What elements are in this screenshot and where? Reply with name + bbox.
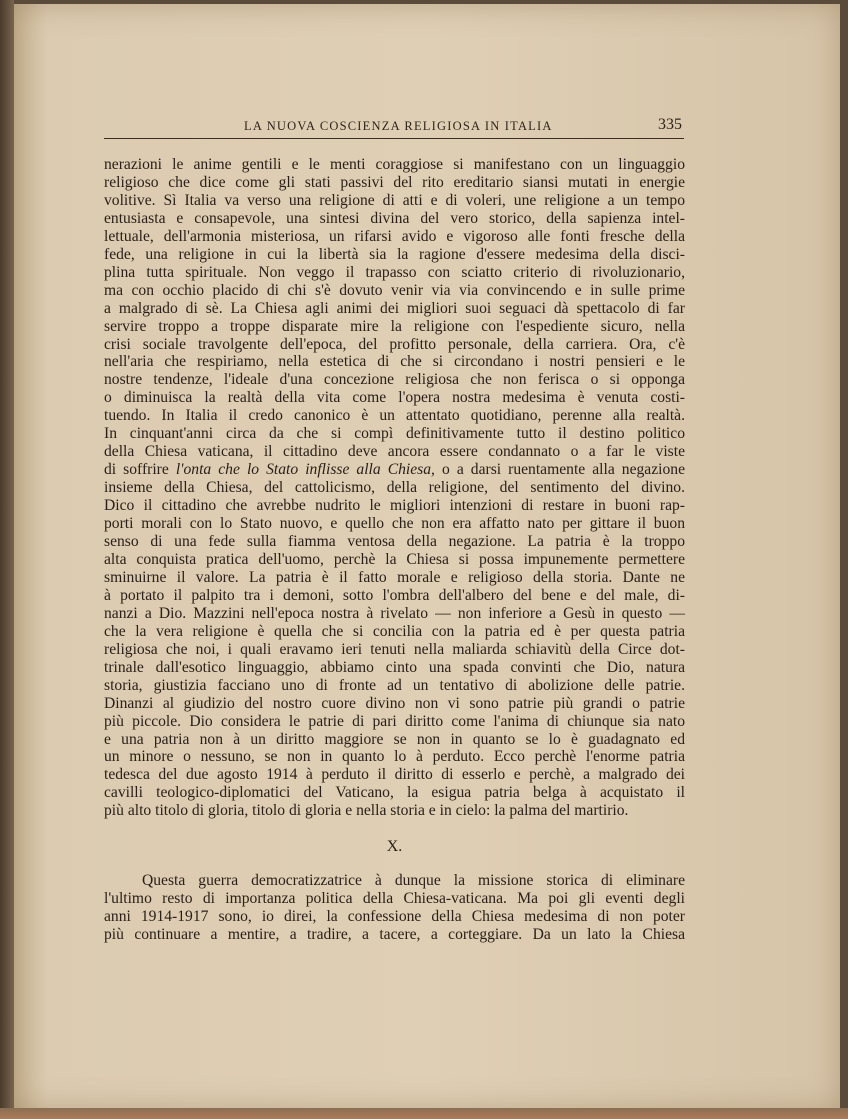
text-line: tedesca del due agosto 1914 à perduto il diritto di esserlo e perchè, a malgrado dei <box>104 766 685 784</box>
text-line: senso di una fede sulla fiamma ventosa della negazione. La patria è la troppo <box>104 533 685 551</box>
text-line: cavilli teologico-diplomatici del Vaticano, la esigua patria belga à acquistato il <box>104 784 685 802</box>
italic-line-before: di soffrire <box>104 461 176 479</box>
text-line: nerazioni le anime gentili e le menti coraggiose si manifestano con un linguaggio <box>104 156 685 173</box>
text-line: un minore o nessuno, se non in quanto lo à perduto. Ecco perchè l'enorme patria <box>104 748 685 766</box>
text-line: à portato il palpito tra i demoni, sotto l'ombra dell'albero del bene e del male, di- <box>104 586 685 604</box>
text-line: a malgrado di sè. La Chiesa agli animi dei migliori suoi seguaci dà spettacolo di far <box>104 299 685 317</box>
book-spine <box>0 0 14 1119</box>
text-line: volitive. Sì Italia va verso una religione di atti e di voleri, une religione a un tempo <box>104 191 685 209</box>
text-line: o diminuisca la realtà della vita come l'opera nostra medesima è venuta costi- <box>104 389 685 407</box>
text-line: religioso che dice come gli stati passivi del rito ereditario siansi mutati in energie <box>104 173 685 191</box>
running-head <box>104 116 684 139</box>
text-line: alta conquista pratica dell'uomo, perchè la Chiesa si possa impunemente permettere <box>104 550 685 568</box>
body-text <box>104 156 685 944</box>
text-line: insieme della Chiesa, del cattolicismo, della religione, del sentimento del divino. <box>104 479 685 497</box>
text-line: Dico il cittadino che avrebbe nudrito le migliori intenzioni di restare in buoni rap- <box>104 497 685 515</box>
text-line: lettuale, dell'armonia misteriosa, un rifarsi avido e vigoroso alle fonti fresche della <box>104 227 685 245</box>
text-line: della Chiesa vaticana, il cittadino deve ancora essere condannato o a far le viste <box>104 443 685 461</box>
text-line: In cinquant'anni circa da che si compì definitivamente tutto il destino politico <box>104 425 685 443</box>
text-line: fede, una religione in cui la libertà sia la ragione d'essere medesima della disci- <box>104 245 685 263</box>
paragraph-1 <box>104 156 685 461</box>
paragraph-1-continued <box>104 479 685 820</box>
italic-line-after: o a darsi ruentamente alla negazione <box>434 461 685 479</box>
text-line: tuendo. In Italia il credo canonico è un attentato quotidiano, perenne alla realtà. <box>104 407 685 425</box>
text-line: plina tutta spirituale. Non veggo il trapasso con sciatto criterio di rivoluzionario, <box>104 263 685 281</box>
text-line: nanzi a Dio. Mazzini nell'epoca nostra à rivelato — non inferiore a Gesù in questo — <box>104 604 685 622</box>
text-line: ma con occhio placido di chi s'è dovuto venir via via convincendo e in sulle prime <box>104 281 685 299</box>
text-line: e una patria non à un diritto maggiore se non in quanto se lo è guadagnato ed <box>104 730 685 748</box>
text-line: servire troppo a troppe disparate mire la religione con l'espediente sicuro, nella <box>104 317 685 335</box>
text-line: Questa guerra democratizzatrice à dunque la missione storica di eliminare <box>142 872 685 890</box>
paragraph-2 <box>104 872 685 944</box>
text-line: più piccole. Dio considera le patrie di pari diritto come l'anima di chiunque sia nato <box>104 712 685 730</box>
text-line: crisi sociale travolgente dell'epoca, del profitto personale, della carriera. Ora, c'è <box>104 335 685 353</box>
text-line: nell'aria che respiriamo, nella estetica di che si circondano i nostri pensieri e le <box>104 353 685 371</box>
text-line: entusiasta e consapevole, una sintesi divina del vero storico, della sapienza intel- <box>104 209 685 227</box>
text-line: l'ultimo resto di importanza politica della Chiesa-vaticana. Ma poi gli eventi degli <box>104 890 685 908</box>
text-line: più continuare a mentire, a tradire, a tacere, a corteggiare. Da un lato la Chiesa <box>104 926 685 944</box>
text-line: nostre tendenze, l'ideale d'una concezione religiosa che non ferisca o si opponga <box>104 371 685 389</box>
text-line: più alto titolo di gloria, titolo di gloria e nella storia e in cielo: la palma del martirio. <box>104 802 629 820</box>
running-title: LA NUOVA COSCIENZA RELIGIOSA IN ITALIA <box>244 119 553 133</box>
text-line: porti morali con lo Stato nuovo, e quello che non era affatto nato per gittare il buon <box>104 515 685 533</box>
page-bottom-edge <box>0 1108 848 1119</box>
italic-quote: l'onta che lo Stato inflisse alla Chiesa, <box>175 461 435 479</box>
text-line-italic <box>104 461 685 479</box>
text-line: Dinanzi al giudizio del nostro cuore divino non vi sono patrie più grandi o patrie <box>104 694 685 712</box>
text-line: religiosa che noi, i quali eravamo ieri tenuti nella maliarda schiavitù della Circe dot- <box>104 640 685 658</box>
text-line: anni 1914-1917 sono, io direi, la confessione della Chiesa medesima di non poter <box>104 908 685 926</box>
text-line: sminuirne il valore. La patria è il fatto morale e religioso della storia. Dante ne <box>104 568 685 586</box>
page-number: 335 <box>658 116 682 133</box>
text-line: storia, giustizia facciano uno di fronte ad un tentativo di abolizione delle patrie. <box>104 676 685 694</box>
text-line: che la vera religione è quella che si concilia con la patria ed è per questa patria <box>104 622 685 640</box>
section-heading: X. <box>386 838 403 856</box>
text-line: trinale dall'esotico linguaggio, abbiamo cinto una spada convinti che Dio, natura <box>104 658 685 676</box>
